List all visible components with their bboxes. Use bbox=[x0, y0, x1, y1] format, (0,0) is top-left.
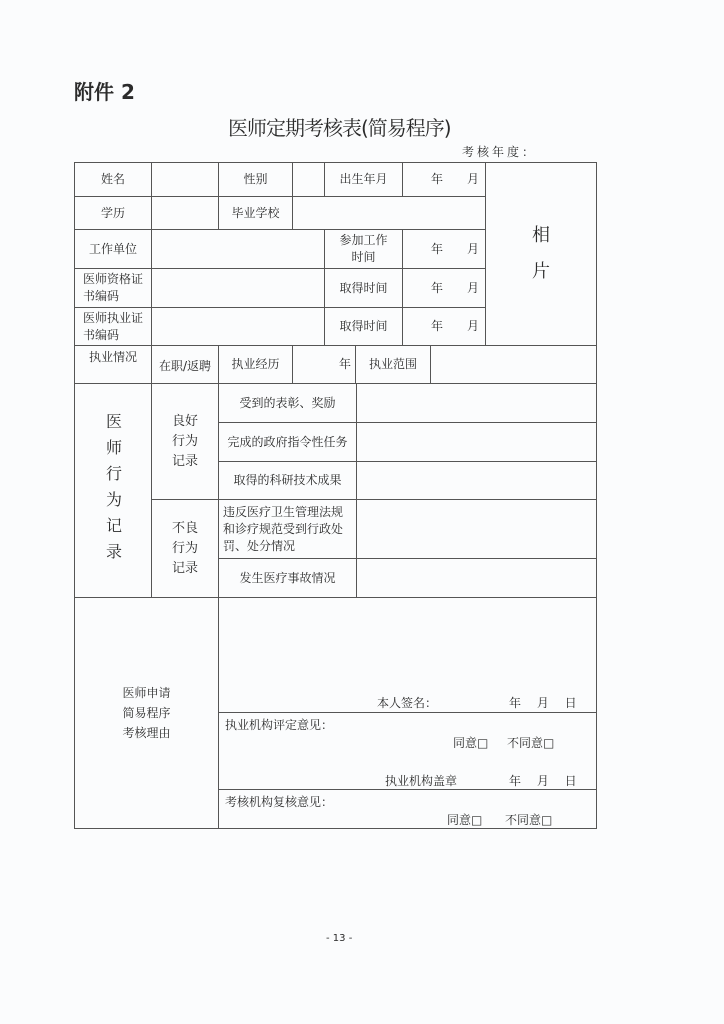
review-disagree-checkbox[interactable]: 不同意□ bbox=[505, 813, 553, 827]
qualification-obtain-field[interactable]: 年 月 bbox=[402, 268, 485, 307]
practice-cert-field[interactable] bbox=[151, 307, 324, 345]
birth-field[interactable]: 年 月 bbox=[402, 162, 485, 196]
education-label: 学历 bbox=[74, 196, 151, 229]
education-field[interactable] bbox=[151, 196, 218, 229]
good-item-field[interactable] bbox=[356, 383, 597, 422]
practice-scope-label: 执业范围 bbox=[355, 345, 430, 383]
school-field[interactable] bbox=[292, 196, 485, 229]
signature-date: 年 月 日 bbox=[509, 696, 577, 710]
review-agree-checkbox[interactable]: 同意□ bbox=[447, 813, 483, 827]
bad-behavior-label: 不良行为记录 bbox=[151, 499, 218, 597]
gender-field[interactable] bbox=[292, 162, 324, 196]
work-start-label: 参加工作时间 bbox=[324, 229, 402, 268]
institution-opinion-label: 执业机构评定意见： bbox=[225, 718, 334, 732]
institution-disagree-checkbox[interactable]: 不同意□ bbox=[507, 736, 555, 750]
page-number: - 13 - bbox=[326, 933, 353, 944]
good-behavior-label: 良好行为记录 bbox=[151, 383, 218, 499]
application-reason-label: 医师申请简易程序考核理由 bbox=[74, 597, 218, 829]
practice-obtain-field[interactable]: 年 月 bbox=[402, 307, 485, 345]
good-item-field[interactable] bbox=[356, 461, 597, 499]
institution-seal-label: 执业机构盖章 bbox=[385, 774, 458, 788]
name-field[interactable] bbox=[151, 162, 218, 196]
practice-obtain-label: 取得时间 bbox=[324, 307, 402, 345]
good-item-label: 受到的表彰、奖励 bbox=[218, 383, 356, 422]
institution-opinion-box[interactable] bbox=[218, 712, 597, 789]
work-start-field[interactable]: 年 月 bbox=[402, 229, 485, 268]
institution-seal-date: 年 月 日 bbox=[509, 774, 577, 788]
review-opinion-label: 考核机构复核意见： bbox=[225, 795, 334, 809]
bad-item-label: 违反医疗卫生管理法规和诊疗规范受到行政处罚、处分情况 bbox=[218, 499, 356, 558]
behavior-section-label bbox=[74, 383, 151, 597]
qualification-cert-field[interactable] bbox=[151, 268, 324, 307]
school-label: 毕业学校 bbox=[218, 196, 292, 229]
employment-label: 在职/返聘 bbox=[151, 345, 218, 383]
practice-experience-field[interactable]: 年 bbox=[292, 345, 355, 383]
gender-label: 性别 bbox=[218, 162, 292, 196]
page-title: 医师定期考核表(简易程序) bbox=[228, 116, 451, 140]
review-opinion-box[interactable] bbox=[218, 789, 597, 829]
bad-item-field[interactable] bbox=[356, 499, 597, 558]
practice-experience-label: 执业经历 bbox=[218, 345, 292, 383]
good-item-field[interactable] bbox=[356, 422, 597, 461]
birth-label: 出生年月 bbox=[324, 162, 402, 196]
institution-agree-checkbox[interactable]: 同意□ bbox=[453, 736, 489, 750]
good-item-label: 完成的政府指令性任务 bbox=[218, 422, 356, 461]
assessment-year-label: 考核年度： bbox=[462, 145, 538, 159]
practice-status-label: 执业情况 bbox=[74, 345, 151, 383]
behavior-section-text: 医师行为记录 bbox=[103, 412, 123, 569]
bad-item-label: 发生医疗事故情况 bbox=[218, 558, 356, 597]
qualification-cert-label: 医师资格证书编码 bbox=[74, 268, 151, 307]
good-item-label: 取得的科研技术成果 bbox=[218, 461, 356, 499]
attachment-label: 附件 2 bbox=[74, 80, 135, 104]
work-unit-field[interactable] bbox=[151, 229, 324, 268]
application-reason-field[interactable] bbox=[218, 597, 597, 712]
signature-label: 本人签名： bbox=[377, 696, 438, 710]
bad-item-field[interactable] bbox=[356, 558, 597, 597]
practice-cert-label: 医师执业证书编码 bbox=[74, 307, 151, 345]
practice-scope-field[interactable] bbox=[430, 345, 597, 383]
photo-area: 相 片 bbox=[485, 162, 597, 345]
work-unit-label: 工作单位 bbox=[74, 229, 151, 268]
name-label: 姓名 bbox=[74, 162, 151, 196]
qualification-obtain-label: 取得时间 bbox=[324, 268, 402, 307]
